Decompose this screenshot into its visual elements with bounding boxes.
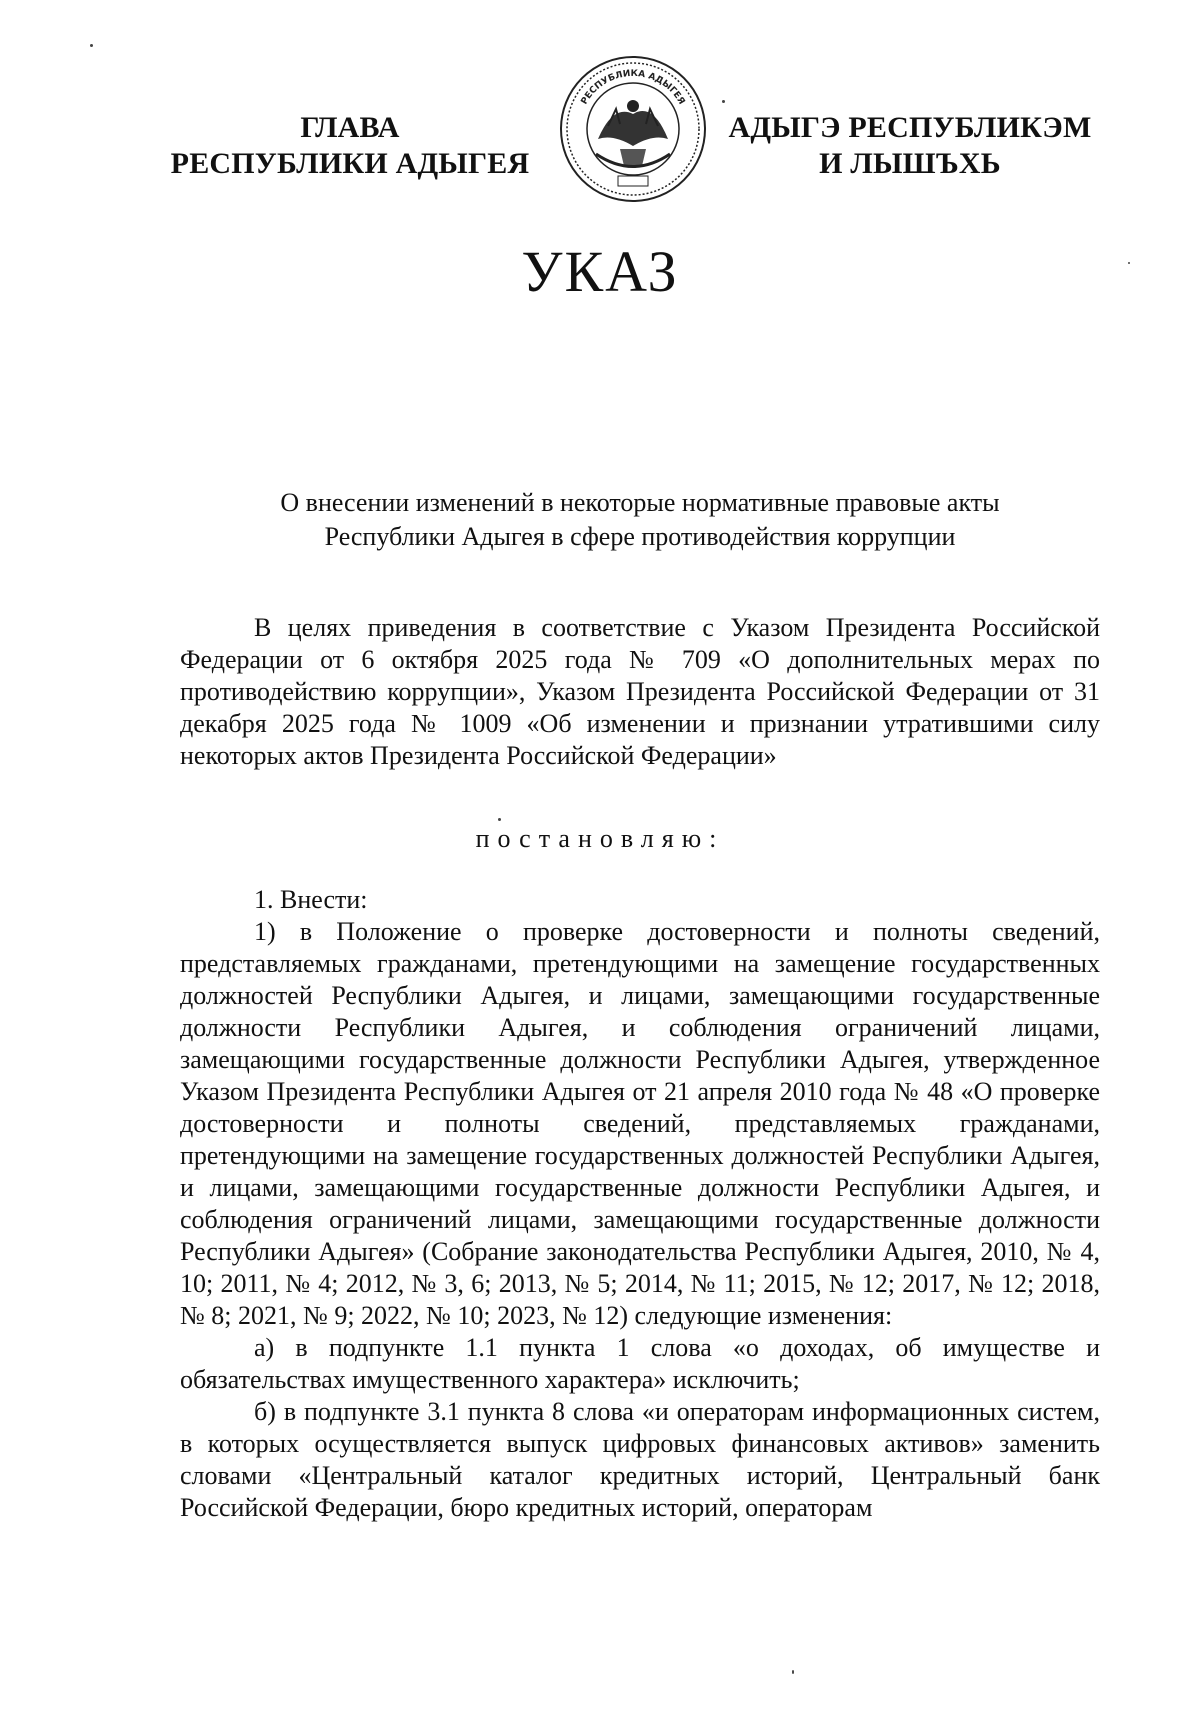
scan-speck (722, 100, 725, 103)
operative-section (180, 884, 1100, 1524)
scan-speck (1128, 262, 1130, 264)
scan-speck (498, 818, 501, 821)
coat-of-arms-emblem (558, 54, 708, 204)
emblem-text: РЕСПУБЛИКА АДЫГЕЯ (579, 68, 687, 107)
issuer-header-adyghe (720, 110, 1100, 182)
issuer-line-1: АДЫГЭ РЕСПУБЛИКЭМ (728, 111, 1092, 144)
preamble-paragraph: В целях приведения в соответствие с Указом Президента Российской Федерации от 6 октября 2025 года № 709 «О дополнительных мерах по противодействию коррупции», Указом Президента Российской Федерации от 31 декабря 2025 года № 1009 «Об изменении и признании утратившими силу некоторых актов Президента Российской Федерации» (180, 613, 1100, 770)
scan-speck (90, 44, 93, 47)
issuer-header-russian (170, 110, 530, 182)
document-type-title: УКАЗ (521, 239, 679, 304)
item-b: б) в подпункте 3.1 пункта 8 слова «и операторам информационных систем, в которых осуществляется выпуск цифровых финансовых активов» заменить словами «Центральный каталог кредитных историй, Центральный банк Российской Федерации, бюро кредитных историй, операторам (180, 1397, 1100, 1522)
subject-line-2: Республики Адыгея в сфере противодействия коррупции (324, 522, 956, 551)
subject-line-1: О внесении изменений в некоторые нормативные правовые акты (280, 488, 1000, 517)
item-a: а) в подпункте 1.1 пункта 1 слова «о доходах, об имуществе и обязательствах имущественного характера» исключить; (180, 1333, 1100, 1394)
item-1-1: 1) в Положение о проверке достоверности и полноты сведений, представляемых гражданами, претендующими на замещение государственных должностей Республики Адыгея, и лицами, замещающими государственные должности Республики Адыгея, и соблюдения ограничений лицами, замещающими государственные должности Республики Адыгея, утвержденное Указом Президента Республики Адыгея от 21 апреля 2010 года № 48 «О проверке достоверности и полноты сведений, представляемых гражданами, претендующими на замещение государственных должностей Республики Адыгея, и лицами, замещающими государственные должности Республики Адыгея, и соблюдения ограничений лицами, замещающими государственные должности Республики Адыгея» (Собрание законодательства Республики Адыгея, 2010, № 4, 10; 2011, № 4; 2012, № 3, 6; 2013, № 5; 2014, № 11; 2015, № 12; 2017, № 12; 2018, № 8; 2021, № 9; 2022, № 10; 2023, № 12) следующие изменения: (180, 917, 1100, 1330)
preamble-section (180, 612, 1100, 772)
decree-word: постановляю: (475, 824, 725, 853)
issuer-line-2: И ЛЫШЪХЬ (819, 147, 1001, 180)
issuer-line-1: ГЛАВА (300, 111, 400, 144)
document-subject (230, 486, 1050, 554)
scan-speck (792, 1670, 794, 1674)
issuer-line-2: РЕСПУБЛИКИ АДЫГЕЯ (170, 147, 530, 180)
item-1: 1. Внести: (254, 885, 368, 914)
